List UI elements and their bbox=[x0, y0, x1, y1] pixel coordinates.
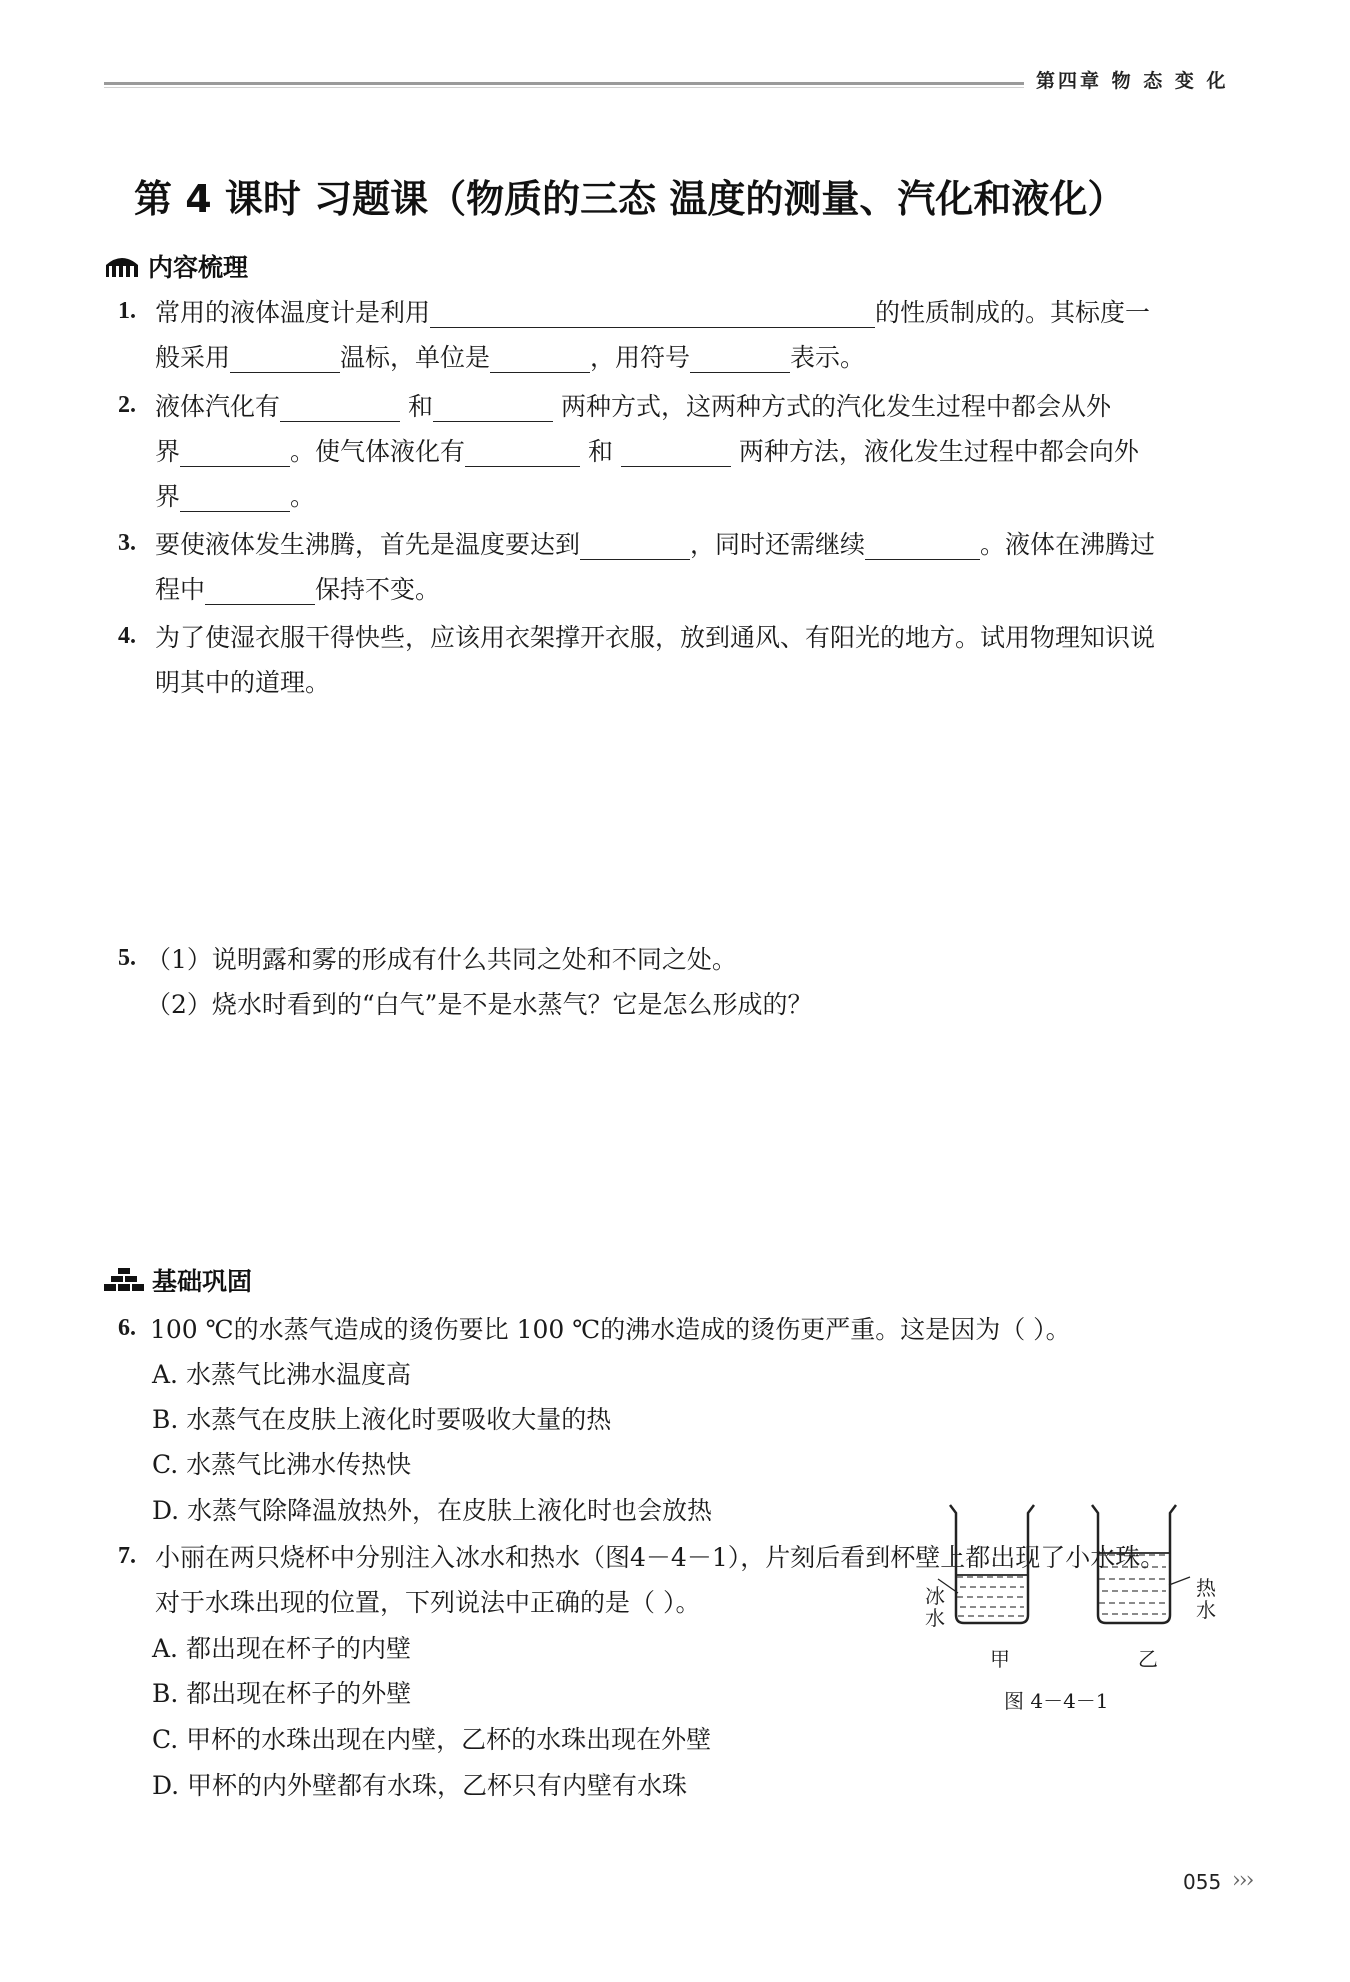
answer-blank[interactable] bbox=[430, 303, 875, 328]
header-rule bbox=[104, 82, 1024, 85]
answer-blank[interactable] bbox=[865, 535, 980, 560]
question-number: 7. bbox=[118, 1543, 136, 1569]
q1-line2: 般采用 温标，单位是 ，用符号 表示。 bbox=[155, 343, 866, 372]
label-water-right: 水 bbox=[1196, 1598, 1216, 1622]
chapter-title: 第四章 物 态 变 化 bbox=[1036, 70, 1229, 92]
answer-blank[interactable] bbox=[280, 397, 400, 422]
answer-blank[interactable] bbox=[465, 442, 580, 467]
option-c[interactable]: C. 甲杯的水珠出现在内壁，乙杯的水珠出现在外壁 bbox=[152, 1725, 712, 1754]
q5-line1: （1）说明露和雾的形成有什么共同之处和不同之处。 bbox=[146, 945, 737, 974]
label-cup-a: 甲 bbox=[990, 1647, 1010, 1671]
answer-blank[interactable] bbox=[580, 535, 690, 560]
chevron-right-icon: ››› bbox=[1232, 1868, 1253, 1893]
figure-caption: 图 4－4－1 bbox=[1004, 1689, 1109, 1713]
q2-line3: 界 。 bbox=[155, 482, 316, 511]
section-content-review bbox=[104, 248, 248, 284]
q2-line1: 液体汽化有 和 两种方式，这两种方式的汽化发生过程中都会从外 bbox=[155, 392, 1111, 421]
label-water-left: 水 bbox=[925, 1606, 945, 1630]
question-number: 4. bbox=[118, 623, 136, 649]
page-number: 055 bbox=[1183, 1870, 1222, 1894]
columns-icon bbox=[104, 253, 140, 279]
option-d[interactable]: D. 甲杯的内外壁都有水珠，乙杯只有内壁有水珠 bbox=[152, 1771, 688, 1800]
answer-blank[interactable] bbox=[180, 442, 290, 467]
q2-line2: 界 。使气体液化有 和 两种方法，液化发生过程中都会向外 bbox=[155, 437, 1139, 466]
answer-blank[interactable] bbox=[433, 397, 553, 422]
label-cup-b: 乙 bbox=[1138, 1647, 1158, 1671]
q6-stem: 100 ℃的水蒸气造成的烫伤要比 100 ℃的沸水造成的烫伤更严重。这是因为（ ）。 bbox=[150, 1315, 1071, 1344]
answer-blank[interactable] bbox=[490, 348, 590, 373]
label-hot: 热 bbox=[1196, 1576, 1216, 1600]
header-rule-thin bbox=[104, 87, 1024, 88]
option-b[interactable]: B. 都出现在杯子的外壁 bbox=[152, 1679, 412, 1708]
section-label: 内容梳理 bbox=[148, 253, 249, 282]
q1-line1: 常用的液体温度计是利用 的性质制成的。其标度一 bbox=[155, 298, 1151, 327]
q4-line2: 明其中的道理。 bbox=[155, 668, 331, 697]
question-number: 6. bbox=[118, 1315, 136, 1341]
label-ice: 冰 bbox=[925, 1584, 945, 1608]
option-c[interactable]: C. 水蒸气比沸水传热快 bbox=[152, 1450, 412, 1479]
option-d[interactable]: D. 水蒸气除降温放热外，在皮肤上液化时也会放热 bbox=[152, 1496, 713, 1525]
answer-blank[interactable] bbox=[690, 348, 790, 373]
lesson-title: 第 4 课时 习题课（物质的三态 温度的测量、汽化和液化） bbox=[134, 177, 1126, 221]
answer-blank[interactable] bbox=[205, 580, 315, 605]
q5-line2: （2）烧水时看到的“白气”是不是水蒸气？它是怎么形成的？ bbox=[146, 990, 813, 1019]
question-number: 1. bbox=[118, 298, 136, 324]
section-basic-consolidation bbox=[104, 1262, 252, 1298]
question-number: 2. bbox=[118, 392, 136, 418]
option-a[interactable]: A. 水蒸气比沸水温度高 bbox=[152, 1360, 411, 1389]
question-number: 5. bbox=[118, 945, 136, 971]
option-b[interactable]: B. 水蒸气在皮肤上液化时要吸收大量的热 bbox=[152, 1405, 612, 1434]
option-a[interactable]: A. 都出现在杯子的内壁 bbox=[152, 1634, 411, 1663]
bricks-icon bbox=[104, 1267, 144, 1293]
answer-blank[interactable] bbox=[230, 348, 340, 373]
beakers-figure bbox=[920, 1495, 1240, 1755]
q3-line1: 要使液体发生沸腾，首先是温度要达到 ，同时还需继续 。液体在沸腾过 bbox=[155, 530, 1156, 559]
q3-line2: 程中 保持不变。 bbox=[155, 575, 441, 604]
question-number: 3. bbox=[118, 530, 136, 556]
section-label: 基础巩固 bbox=[152, 1267, 253, 1296]
q7-line2: 对于水珠出现的位置，下列说法中正确的是（ ）。 bbox=[155, 1588, 701, 1617]
q7-line1: 小丽在两只烧杯中分别注入冰水和热水（图4－4－1），片刻后看到杯壁上都出现了小水珠。 bbox=[155, 1543, 1166, 1572]
answer-blank[interactable] bbox=[621, 442, 731, 467]
answer-blank[interactable] bbox=[180, 487, 290, 512]
q4-line1: 为了使湿衣服干得快些，应该用衣架撑开衣服，放到通风、有阳光的地方。试用物理知识说 bbox=[155, 623, 1156, 652]
